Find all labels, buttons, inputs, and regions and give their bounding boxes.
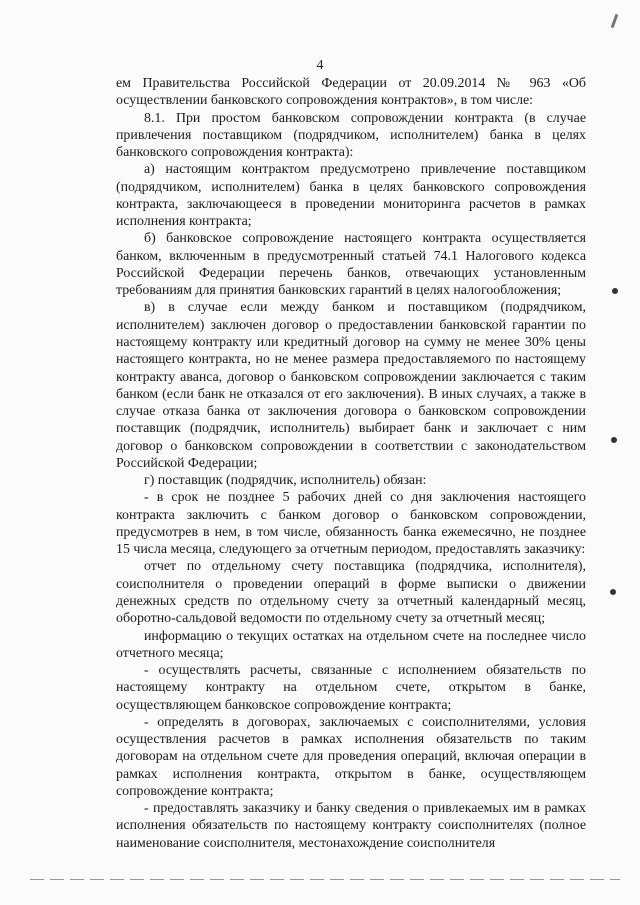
paragraph-10: - определять в договорах, заключаемых с соисполнителями, условия осуществления расчетов в рамках исполнения обязательств по таким договорам на отдельном счете для проведения операций, включая операции в рамках исполнения контракта, открытом в банке, осуществляющем сопровождение контракта; — [116, 714, 586, 799]
paragraph-9: - осуществлять расчеты, связанные с исполнением обязательств по настоящему контракту на отдельном счете, открытом в банке, осуществляющем банковское сопровождение контракта; — [116, 663, 586, 713]
paragraph-4: в) в случае если между банком и поставщиком (подрядчиком, исполнителем) заключен договор о предоставлении банковской гарантии по настоящему контракту или кредитный договор на сумму не менее 30% цены настоящего контракта, но не менее размера предоставляемого по настоящему контракту аванса, договор о банковском сопровождении заключается с таким банком (если банк не отказался от его заключения). В иных случаях, а также в случае отказа банка от заключения договора о банковском сопровождении поставщик (подрядчик, исполнитель) выбирает банк и заключает с ним договор о банковском сопровождении в соответствии с законодательством Российской Федерации; — [116, 300, 586, 471]
scan-bottom-edge — [30, 879, 620, 880]
paragraph-8: информацию о текущих остатках на отдельном счете на последнее число отчетного месяца; — [116, 628, 586, 661]
scan-dot-mark — [611, 437, 617, 443]
scan-dot-mark — [610, 589, 616, 595]
paragraph-11: - предоставлять заказчику и банку сведения о привлекаемых им в рамках исполнения обязательств по настоящему контракту соисполнителях (полное наименование соисполнителя, местонахождение соисполнителя — [116, 801, 586, 851]
paragraph-6: - в срок не позднее 5 рабочих дней со дня заключения настоящего контракта заключить с банком договор о банковском сопровождении, предусмотрев в нем, в том числе, обязанность банка ежемесячно, не позднее 15 числа месяца, следующего за отчетным периодом, предоставлять заказчику: — [116, 490, 586, 558]
paragraph-3: б) банковское сопровождение настоящего контракта осуществляется банком, включенным в предусмотренный статьей 74.1 Налогового кодекса Российской Федерации перечень банков, отвечающих установленным требованиям для принятия банковских гарантий в целях налогообложения; — [116, 231, 586, 299]
paragraph-1: 8.1. При простом банковском сопровождении контракта (в случае привлечения поставщиком (подрядчиком, исполнителем) банка в целях банковского сопровождения контракта): — [116, 110, 586, 161]
paragraph-0: ем Правительства Российской Федерации от 20.09.2014 № 963 «Об осуществлении банковского сопровождения контрактов», в том числе: — [116, 76, 586, 109]
scan-corner-mark — [611, 14, 619, 28]
document-body — [116, 75, 586, 852]
scan-dot-mark — [612, 288, 618, 294]
page-number: 4 — [316, 58, 324, 73]
paragraph-2: а) настоящим контрактом предусмотрено привлечение поставщиком (подрядчиком, исполнителем) банка в целях банковского сопровождения контракта, заключающееся в проведении мониторинга расчетов в рамках исполнения контракта; — [116, 162, 586, 230]
paragraph-5: г) поставщик (подрядчик, исполнитель) обязан: — [144, 473, 427, 489]
paragraph-7: отчет по отдельному счету поставщика (подрядчика, исполнителя), соисполнителя о проведении операций в форме выписки о движении денежных средств по отдельному счету за отчетный календарный месяц, оборотно-сальдовой ведомости по отдельному счету за отчетный месяц; — [116, 559, 586, 627]
